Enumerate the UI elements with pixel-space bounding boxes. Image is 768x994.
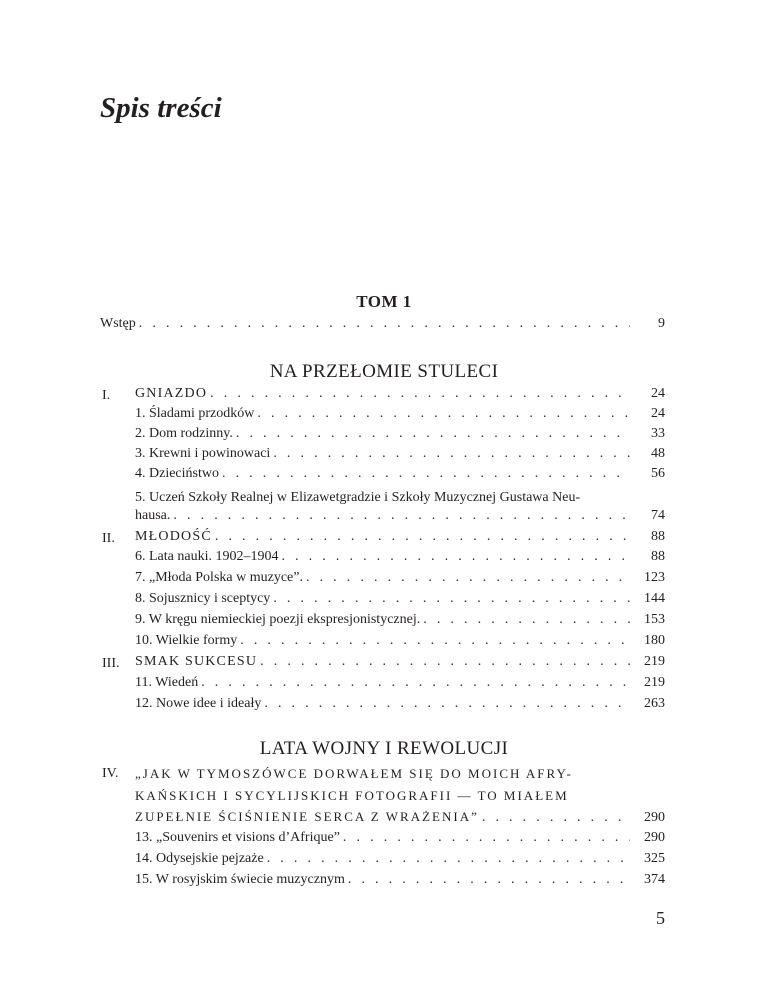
entry-label: ZUPEŁNIE ŚCIŚNIENIE SERCA Z WRAŻENIA” [135, 809, 479, 824]
volume-heading: TOM 1 [356, 292, 412, 311]
chapter-title-line1[interactable]: „JAK W TYMOSZÓWCE DORWAŁEM SIĘ DO MOICH AFRY- [135, 766, 573, 781]
toc-entry-section[interactable] [135, 591, 665, 613]
entry-label: 7. „Młoda Polska w muzyce”. [135, 570, 303, 585]
entry-page: 88 [651, 549, 665, 564]
entry-page: 74 [651, 508, 665, 523]
entry-label: 14. Odysejskie pejzaże [135, 851, 264, 866]
toc-entry-chapter[interactable] [135, 529, 665, 551]
chapter-numeral: IV. [102, 766, 119, 781]
dot-leader [273, 446, 630, 462]
entry-page: 24 [651, 386, 665, 401]
dot-leader [423, 612, 630, 628]
entry-page: 48 [651, 446, 665, 461]
entry-page: 56 [651, 466, 665, 481]
toc-entry-section[interactable] [135, 446, 665, 468]
chapter-numeral: III. [102, 656, 120, 671]
toc-entry-section[interactable] [135, 406, 665, 428]
toc-entry-section[interactable] [135, 426, 665, 448]
entry-label: 4. Dzieciństwo [135, 466, 219, 481]
dot-leader [281, 549, 630, 565]
chapter-numeral: II. [102, 531, 115, 546]
entry-page: 144 [644, 591, 665, 606]
entry-label: MŁODOŚĆ [135, 529, 212, 544]
entry-page: 88 [651, 529, 665, 544]
toc-entry-section-line1[interactable]: 5. Uczeń Szkoły Realnej w Elizawetgradzie i Szkoły Muzycznej Gustawa Neu- [135, 490, 581, 505]
toc-entry-chapter[interactable] [135, 654, 665, 676]
entry-label: SMAK SUKCESU [135, 654, 258, 669]
entry-page: 374 [644, 872, 665, 887]
dot-leader [240, 633, 630, 649]
entry-label: Wstęp [100, 316, 136, 331]
entry-page: 33 [651, 426, 665, 441]
entry-page: 123 [644, 570, 665, 585]
entry-page: 9 [658, 316, 665, 331]
dot-leader [267, 851, 630, 867]
dot-leader [257, 406, 630, 422]
entry-label: 13. „Souvenirs et visions d’Afrique” [135, 830, 340, 845]
toc-entry-section[interactable] [135, 570, 665, 592]
entry-page: 325 [644, 851, 665, 866]
dot-leader [210, 386, 630, 402]
entry-label: 11. Wiedeń [135, 675, 199, 690]
entry-page: 153 [644, 612, 665, 627]
entry-page: 290 [644, 830, 665, 845]
page-title: Spis treści [100, 92, 222, 124]
chapter-numeral: I. [102, 388, 111, 403]
entry-page: 290 [644, 810, 665, 825]
dot-leader [273, 591, 630, 607]
dot-leader [482, 810, 630, 826]
dot-leader [215, 529, 630, 545]
toc-entry-section[interactable] [135, 830, 665, 852]
entry-label: 1. Śladami przodków [135, 406, 255, 421]
dot-leader [173, 508, 630, 524]
entry-page: 219 [644, 675, 665, 690]
dot-leader [343, 830, 630, 846]
chapter-title-line2[interactable]: KAŃSKICH I SYCYLIJSKICH FOTOGRAFII — TO MIAŁEM [135, 788, 569, 803]
entry-page: 180 [644, 633, 665, 648]
entry-label: 8. Sojusznicy i sceptycy [135, 591, 271, 606]
toc-entry-section[interactable] [135, 696, 665, 718]
toc-entry-intro[interactable] [100, 316, 665, 338]
toc-entry-chapter[interactable] [135, 386, 665, 408]
toc-entry-section[interactable] [135, 508, 665, 530]
dot-leader [306, 570, 630, 586]
dot-leader [222, 466, 630, 482]
dot-leader [236, 426, 630, 442]
toc-entry-chapter[interactable] [135, 809, 665, 831]
dot-leader [264, 696, 630, 712]
dot-leader [139, 316, 630, 332]
toc-entry-section[interactable] [135, 612, 665, 634]
page-number: 5 [656, 908, 665, 928]
entry-label: 9. W kręgu niemieckiej poezji ekspresjonistycznej. [135, 612, 421, 627]
toc-entry-section[interactable] [135, 675, 665, 697]
toc-entry-section[interactable] [135, 633, 665, 655]
toc-entry-section[interactable] [135, 851, 665, 873]
dot-leader [348, 872, 630, 888]
entry-label: hausa. [135, 508, 171, 523]
entry-label: 12. Nowe idee i ideały [135, 696, 262, 711]
toc-entry-section[interactable] [135, 466, 665, 488]
toc-entry-section[interactable] [135, 872, 665, 894]
part-heading: LATA WOJNY I REWOLUCJI [259, 738, 509, 759]
entry-page: 219 [644, 654, 665, 669]
dot-leader [201, 675, 630, 691]
entry-page: 24 [651, 406, 665, 421]
entry-label: 15. W rosyjskim świecie muzycznym [135, 872, 345, 887]
entry-label: 3. Krewni i powinowaci [135, 446, 271, 461]
entry-label: 6. Lata nauki. 1902–1904 [135, 549, 279, 564]
entry-label: 10. Wielkie formy [135, 633, 238, 648]
entry-label: GNIAZDO [135, 386, 208, 401]
toc-entry-section[interactable] [135, 549, 665, 571]
dot-leader [260, 654, 630, 670]
entry-page: 263 [644, 696, 665, 711]
entry-label: 2. Dom rodzinny. [135, 426, 233, 441]
part-heading: NA PRZEŁOMIE STULECI [269, 361, 499, 382]
